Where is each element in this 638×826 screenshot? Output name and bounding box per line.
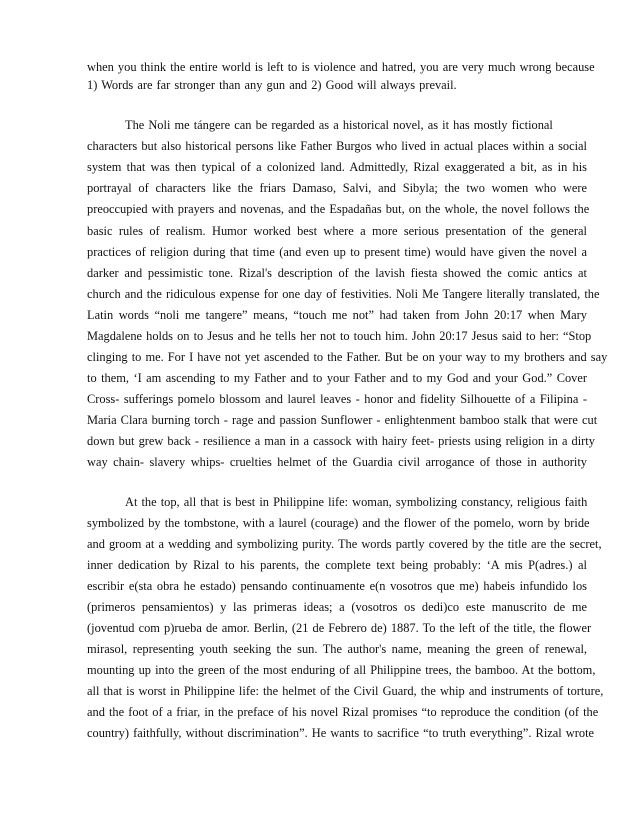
- text-line: (primeros pensamientos) y las primeras ideas; a (vosotros os dedi)co este manuscrito de me: [87, 600, 587, 614]
- text-line: to them, ‘I am ascending to my Father and to your Father and to my God and your God.” Cover: [87, 371, 587, 385]
- text-line: Cross- sufferings pomelo blossom and laurel leaves - honor and fidelity Silhouette of a Filipina -: [87, 392, 587, 406]
- text-line: Maria Clara burning torch - rage and passion Sunflower - enlightenment bamboo stalk that were cut: [87, 413, 598, 427]
- text-line: basic rules of realism. Humor worked best where a more serious presentation of the general: [87, 224, 587, 238]
- text-line: characters but also historical persons like Father Burgos who lived in actual places within a social: [87, 139, 587, 153]
- text-line: symbolized by the tombstone, with a laurel (courage) and the flower of the pomelo, worn by bride: [87, 516, 590, 530]
- text-line: way chain- slavery whips- cruelties helmet of the Guardia civil arrogance of those in authority: [87, 455, 587, 469]
- text-line: and the foot of a friar, in the preface of his novel Rizal promises “to reproduce the condition (of the: [87, 705, 599, 719]
- text-line: all that is worst in Philippine life: the helmet of the Civil Guard, the whip and instruments of torture,: [87, 684, 604, 698]
- text-line: and groom at a wedding and symbolizing purity. The words partly covered by the title are the secret,: [87, 537, 602, 551]
- text-line: when you think the entire world is left to is violence and hatred, you are very much wrong because: [87, 60, 595, 74]
- text-line: escribir e(sta obra he estado) pensando continuamente e(n vosotros que me) habeis infundido los: [87, 579, 587, 593]
- text-line: preoccupied with prayers and novenas, and the Espadañas but, on the whole, the novel follows the: [87, 202, 590, 216]
- text-line: mirasol, representing youth seeking the sun. The author's name, meaning the green of renewal,: [87, 642, 587, 656]
- text-line: church and the ridiculous expense for one day of festivities. Noli Me Tangere literally translated, the: [87, 287, 600, 301]
- text-line: clinging to me. For I have not yet ascended to the Father. But be on your way to my brothers and say: [87, 350, 608, 364]
- text-line: down but grew back - resilience a man in a cassock with hairy feet- priests using religion in a dirty: [87, 434, 595, 448]
- text-line: mounting up into the green of the most enduring of all Philippine trees, the bamboo. At the bottom,: [87, 663, 596, 677]
- paragraph-first-line: The Noli me tángere can be regarded as a historical novel, as it has mostly fictional: [125, 118, 553, 132]
- text-line: practices of religion during that time (and even up to present time) would have given the novel a: [87, 245, 587, 259]
- text-line: country) faithfully, without discrimination”. He wants to sacrifice “to truth everything”. Rizal wrote: [87, 726, 595, 740]
- text-line: system that was then typical of a colonized land. Admittedly, Rizal exaggerated a bit, as in his: [87, 160, 587, 174]
- text-line: Magdalene holds on to Jesus and he tells her not to touch him. John 20:17 Jesus said to her: “Stop: [87, 329, 592, 343]
- text-line: Latin words “noli me tangere” means, “touch me not” had taken from John 20:17 when Mary: [87, 308, 587, 322]
- paragraph-first-line: At the top, all that is best in Philippine life: woman, symbolizing constancy, religious faith: [125, 495, 588, 509]
- text-line: portrayal of characters like the friars Damaso, Salvi, and Sibyla; the two women who were: [87, 181, 587, 195]
- text-line: (joventud com p)rueba de amor. Berlin, (21 de Febrero de) 1887. To the left of the title, the flower: [87, 621, 592, 635]
- text-line: 1) Words are far stronger than any gun and 2) Good will always prevail.: [87, 78, 457, 92]
- text-line: darker and pessimistic tone. Rizal's description of the lavish fiesta showed the comic antics at: [87, 266, 587, 280]
- text-line: inner dedication by Rizal to his parents, the complete text being probably: ‘A mis P(adres.) al: [87, 558, 587, 572]
